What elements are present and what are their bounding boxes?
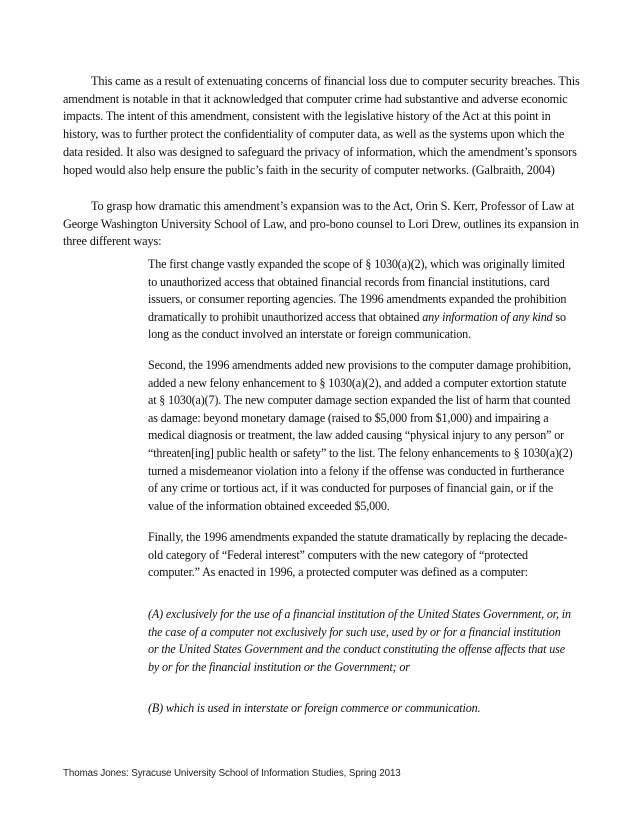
block-quote-third-change: Finally, the 1996 amendments expanded the statute dramatically by replacing the decade-old category of “Federal interest” computers with the new category of “protected computer.” As enacted in 1996, a protected computer was defined as a computer: xyxy=(148,530,568,580)
page-footer: Thomas Jones: Syracuse University School of Information Studies, Spring 2013 xyxy=(63,768,401,779)
body-paragraph-1: This came as a result of extenuating concerns of financial loss due to computer security breaches. This amendment is notable in that it acknowledged that computer crime had substantive and adverse economic impacts. The intent of this amendment, consistent with the legislative history of the Act at this point in history, was to further protect the confidentiality of computer data, as well as the systems upon which the data resided. It also was designed to safeguard the privacy of information, which the amendment’s sponsors hoped would also help ensure the public’s faith in the security of computer networks. (Galbraith, 2004) xyxy=(63,74,580,177)
quote-text: so long as the conduct involved an interstate or foreign communication. xyxy=(148,309,566,342)
block-quote-first-change xyxy=(148,256,573,344)
block-quote-clause-b: (B) which is used in interstate or foreign commerce or communication. xyxy=(148,701,481,715)
block-quote-clause-a: (A) exclusively for the use of a financial institution of the United States Government, or, in the case of a computer not exclusively for such use, used by or for a financial institution or the United States Government and the conduct constituting the offense affects that use by or for the financial institution or the Government; or xyxy=(148,607,571,674)
quote-text: The first change vastly expanded the scope of § 1030(a)(2), which was originally limited to unauthorized access that obtained financial records from financial institutions, card issuers, or consumer reporting agencies. The 1996 amendments expanded the prohibition dramatically to prohibit unauthorized access that obtained xyxy=(148,257,567,324)
quote-emphasis: any information of any kind xyxy=(422,309,553,324)
block-quote-second-change: Second, the 1996 amendments added new provisions to the computer damage prohibition, added a new felony enhancement to § 1030(a)(2), and added a computer extortion statute at § 1030(a)(7). The new computer damage section expanded the list of harm that counted as damage: beyond monetary damage (raised to $5,000 from $1,000) and impairing a medical diagnosis or treatment, the law added causing “physical injury to any person” or “threaten[ing] public health or safety” to the list. The felony enhancements to § 1030(a)(2) turned a misdemeanor violation into a felony if the offense was conducted in furtherance of any crime or tortious act, if it was conducted for purposes of financial gain, or if the value of the information obtained exceeded $5,000. xyxy=(148,358,573,513)
body-paragraph-2: To grasp how dramatic this amendment’s expansion was to the Act, Orin S. Kerr, Professor of Law at George Washington University School of Law, and pro-bono counsel to Lori Drew, outlines its expansion in three different ways: xyxy=(63,199,579,249)
